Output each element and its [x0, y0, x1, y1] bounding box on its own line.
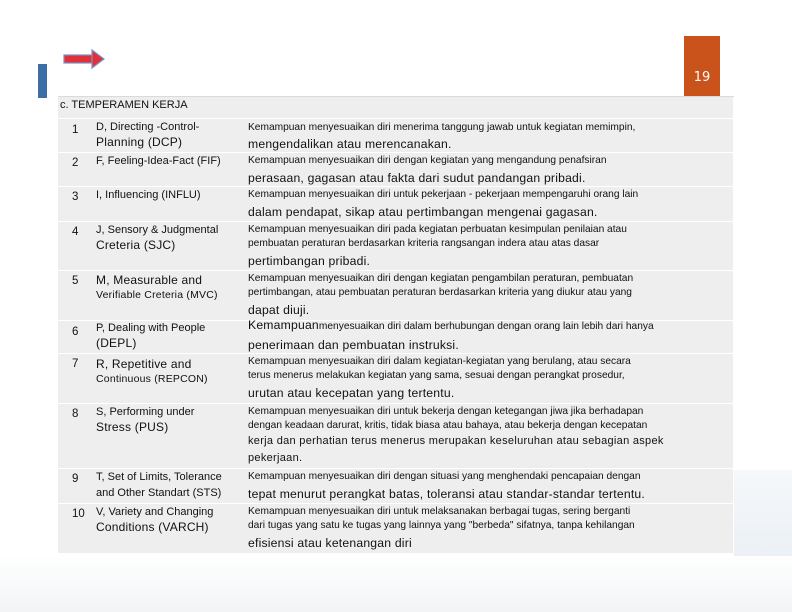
row-code [96, 120, 248, 150]
row-code-line: M, Measurable and [96, 273, 203, 287]
row-description-line: pertimbangan pribadi. [248, 254, 371, 268]
row-code-line: R, Repetitive and [96, 357, 192, 371]
row-description-line: Kemampuan menyesuaikan diri untuk melaksanakan berbagai tugas, sering berganti [248, 506, 631, 517]
row-description-line: Kemampuan menyesuaikan diri dengan kegiatan yang mengandung penafsiran [248, 155, 607, 166]
row-description [248, 355, 732, 401]
row-description-line: terus menerus melakukan kegiatan yang sama, sesuai dengan perangkat prosedur, [248, 370, 625, 381]
row-description-rest: menyesuaikan diri dalam berhubungan dengan orang lain lebih dari hanya [318, 321, 654, 332]
row-number: 4 [72, 226, 79, 238]
row-number: 2 [72, 157, 79, 169]
row-code-line: Verifiable Creteria (MVC) [96, 289, 218, 301]
row-description-lead: Kemampuan [248, 318, 319, 332]
row-description-line: penerimaan dan pembuatan instruksi. [248, 338, 459, 352]
row-description-line: efisiensi atau ketenangan diri [248, 536, 412, 550]
row-code-line: (DEPL) [96, 336, 137, 350]
row-code-line: V, Variety and Changing [96, 506, 214, 518]
row-divider [58, 353, 733, 354]
row-code [96, 188, 248, 203]
row-code-line: Conditions (VARCH) [96, 520, 209, 534]
row-description-line: dalam pendapat, sikap atau pertimbangan mengenai gagasan. [248, 205, 598, 219]
row-description-line: Kemampuan menyesuaikan diri untuk pekerjaan - pekerjaan mempengaruhi orang lain [248, 189, 639, 200]
row-code-line: Creteria (SJC) [96, 238, 176, 252]
row-code-line: Planning (DCP) [96, 135, 183, 149]
row-number: 10 [72, 508, 85, 520]
row-code-line: P, Dealing with People [96, 322, 206, 334]
row-divider [58, 503, 733, 504]
row-code [96, 223, 248, 253]
row-number: 6 [72, 326, 79, 338]
row-divider [58, 403, 733, 404]
row-code [96, 357, 248, 387]
row-number: 1 [72, 124, 79, 136]
row-number: 9 [72, 473, 79, 485]
background-decoration-bottom [0, 556, 792, 612]
row-description-line: kerja dan perhatian terus menerus merupakan keseluruhan atau sebagian aspek [248, 435, 664, 447]
row-number: 3 [72, 191, 79, 203]
row-description-line: dengan keadaan darurat, kritis, tidak biasa atau bahaya, atau bekerja dengan kecepatan [248, 420, 648, 431]
row-description-line: tepat menurut perangkat batas, toleransi atau standar-standar tertentu. [248, 487, 645, 501]
row-code-line: S, Performing under [96, 406, 195, 418]
row-divider [58, 270, 733, 271]
row-code [96, 505, 248, 535]
row-code-line: D, Directing -Control- [96, 121, 200, 133]
row-code-line: Stress (PUS) [96, 420, 169, 434]
row-description-line: Kemampuan menyesuaikan diri pada kegiatan perbuatan kesimpulan penilaian atau [248, 224, 627, 235]
row-code [96, 273, 248, 303]
row-divider [58, 152, 733, 153]
row-code-line: and Other Standart (STS) [96, 487, 222, 499]
row-code [96, 154, 248, 169]
row-code [96, 470, 248, 501]
section-title: c. TEMPERAMEN KERJA [60, 99, 188, 111]
row-description-line [248, 317, 732, 335]
row-description [248, 470, 732, 502]
row-code-line: J, Sensory & Judgmental [96, 224, 219, 236]
row-divider [58, 118, 733, 119]
row-description-line: Kemampuan menyesuaikan diri untuk bekerja dengan ketegangan jiwa jika berhadapan [248, 406, 644, 417]
row-code [96, 321, 248, 351]
row-divider [58, 468, 733, 469]
row-description-line: Kemampuan menyesuaikan diri dalam kegiatan-kegiatan yang berulang, atau secara [248, 356, 631, 367]
row-description-line: Kemampuan menyesuaikan diri menerima tanggung jawab untuk kegiatan memimpin, [248, 122, 636, 133]
row-description-line: dapat diuji. [248, 303, 310, 317]
row-description [248, 223, 732, 269]
row-number: 8 [72, 408, 79, 420]
row-description-line: Kemampuan menyesuaikan diri dengan kegiatan pengambilan peraturan, pembuatan [248, 273, 634, 284]
row-description-line: pembuatan peraturan berdasarkan kriteria rangsangan indera atau atas dasar [248, 238, 600, 249]
row-description [248, 121, 732, 152]
page-number: 19 [693, 70, 711, 85]
row-code-line: I, Influencing (INFLU) [96, 189, 201, 201]
row-description-line: dari tugas yang satu ke tugas yang lainnya yang "berbeda" sifatnya, tanpa kehilangan [248, 520, 635, 531]
row-description [248, 505, 732, 551]
row-description-line: urutan atau kecepatan yang tertentu. [248, 386, 455, 400]
row-description [248, 317, 732, 353]
row-number: 5 [72, 275, 79, 287]
arrow-right-icon[interactable] [62, 48, 106, 70]
row-description-line: perasaan, gagasan atau fakta dari sudut pandangan pribadi. [248, 171, 586, 185]
row-code-line: F, Feeling-Idea-Fact (FIF) [96, 155, 221, 167]
row-divider [58, 186, 733, 187]
row-description-line: mengendalikan atau merencanakan. [248, 137, 452, 151]
row-description-line: pertimbangan, atau pembuatan peraturan berdasarkan kriteria yang diukur atau yang [248, 287, 632, 298]
row-description-line: pekerjaan. [248, 452, 303, 464]
accent-bar [38, 64, 47, 98]
row-divider [58, 221, 733, 222]
row-description-line: Kemampuan menyesuaikan diri dengan situasi yang menghendaki pencapaian dengan [248, 471, 641, 482]
row-description [248, 272, 732, 318]
row-number: 7 [72, 358, 79, 370]
row-description [248, 405, 732, 466]
row-code [96, 405, 248, 435]
page-number-badge [684, 36, 720, 98]
row-description [248, 154, 732, 186]
row-code-line: Continuous (REPCON) [96, 373, 208, 385]
row-code-line: T, Set of Limits, Tolerance [96, 471, 222, 483]
row-description [248, 188, 732, 220]
